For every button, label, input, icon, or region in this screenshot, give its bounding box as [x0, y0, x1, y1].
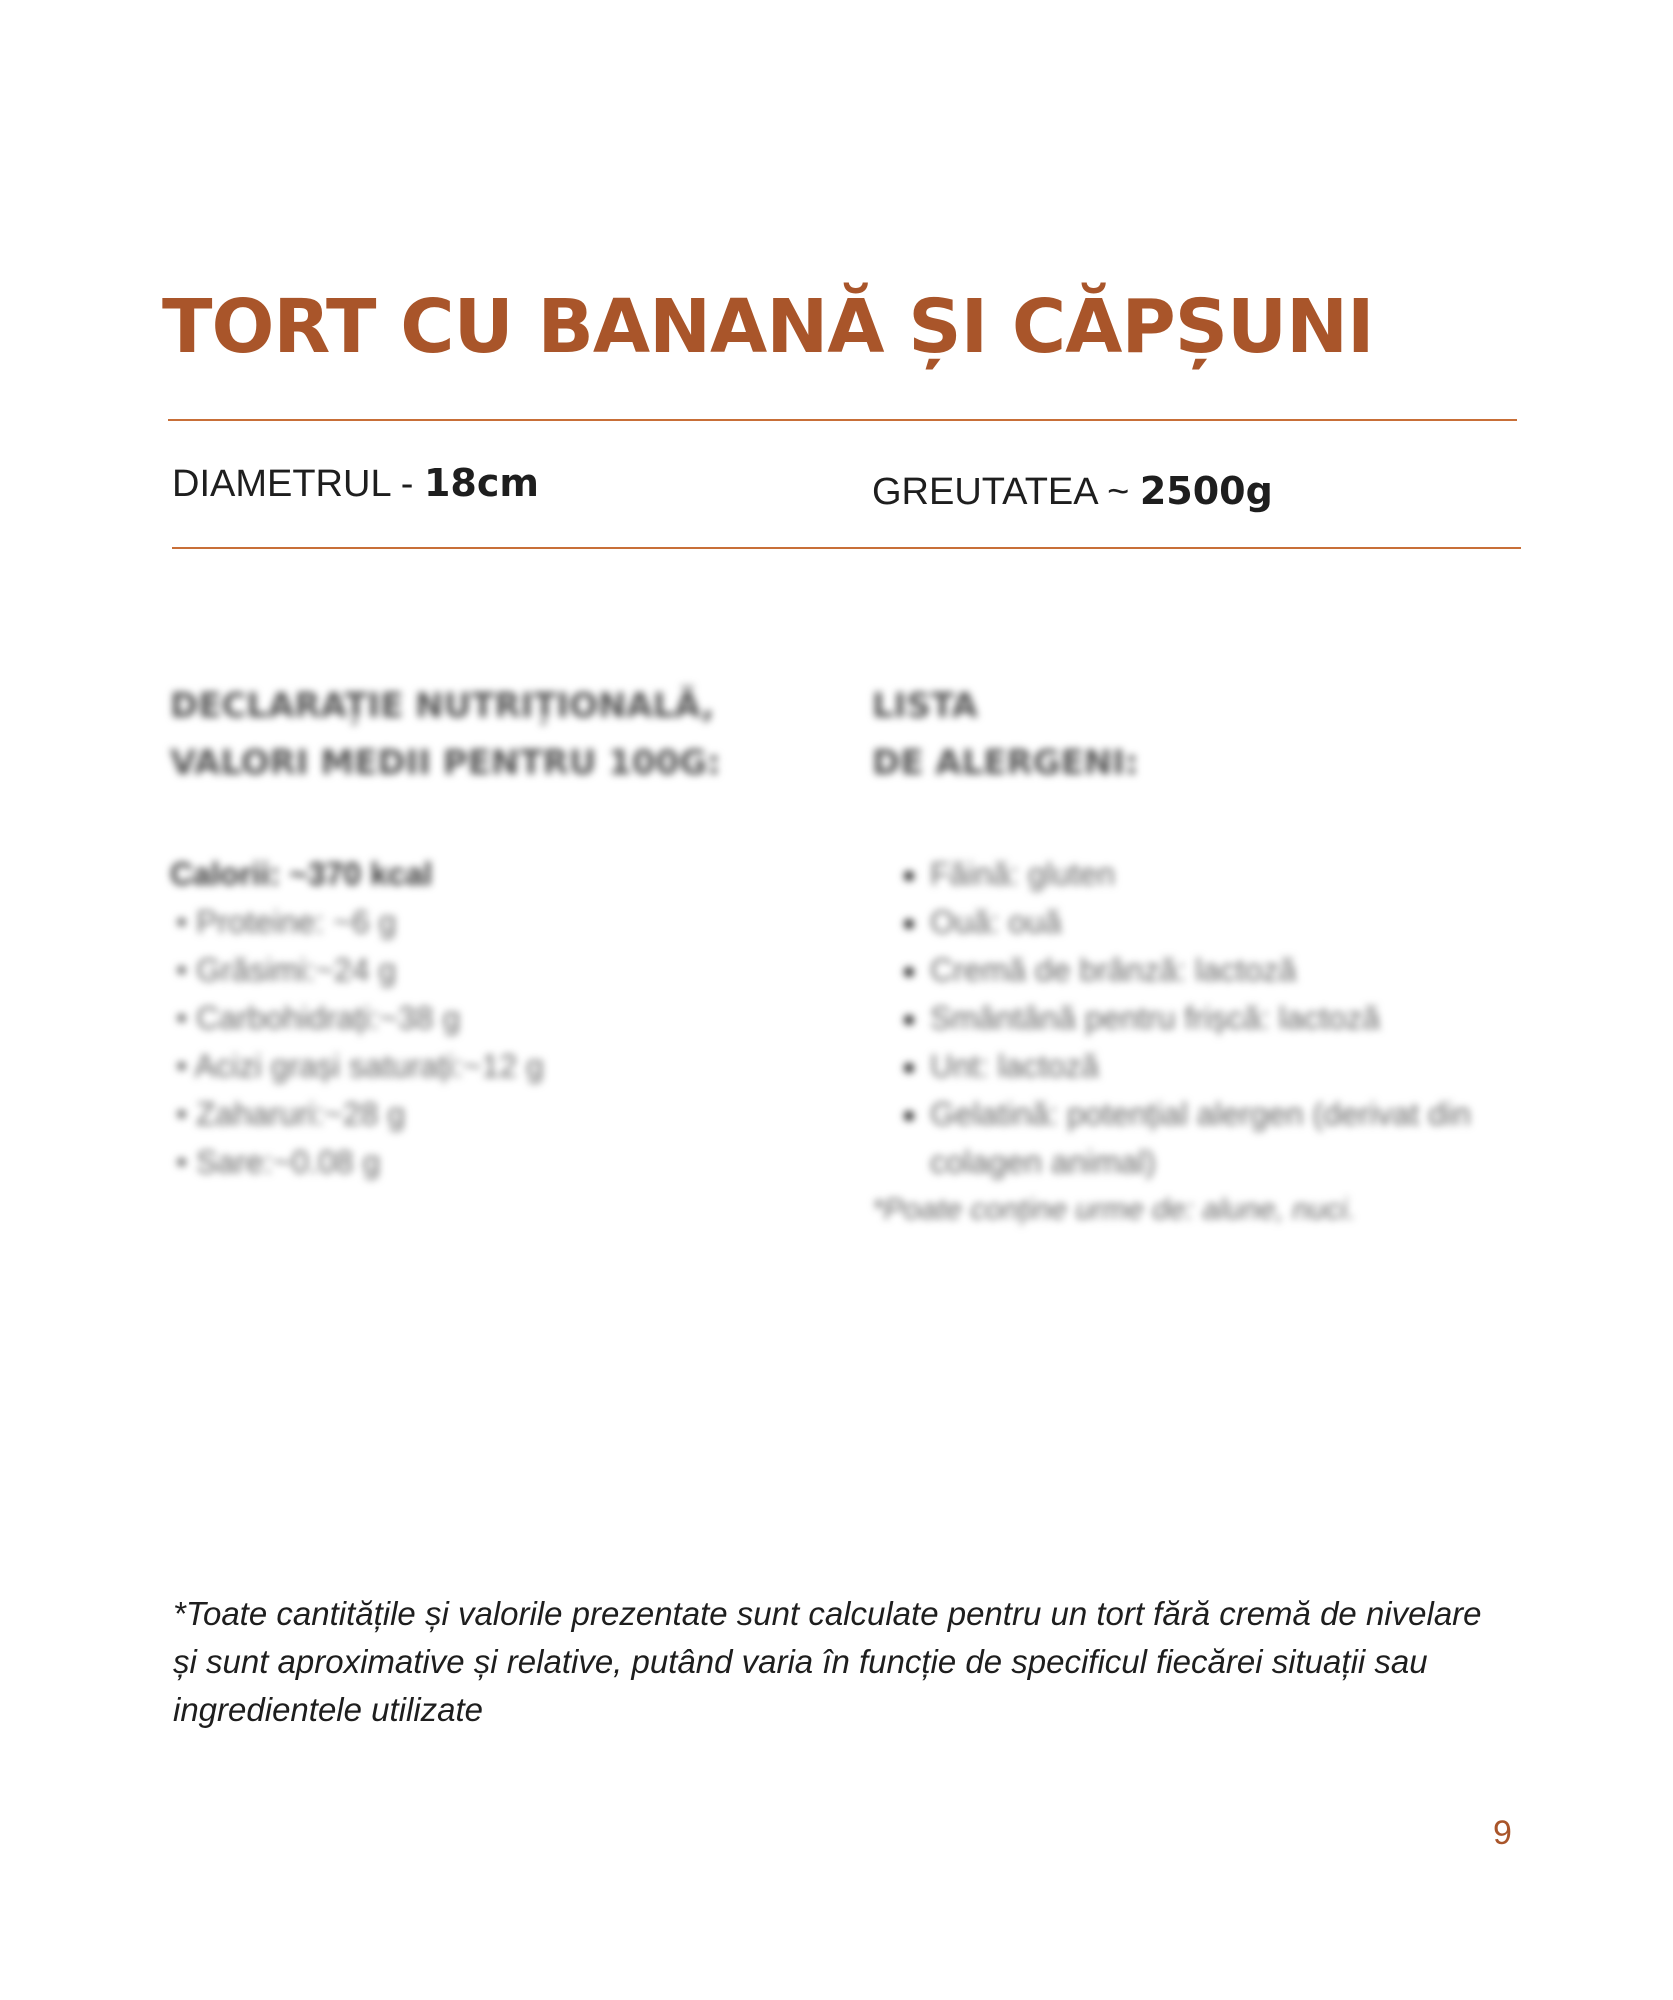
- allergen-item-gelatin: • Gelatină: potențial alergen (derivat din colagen animal): [930, 1090, 1572, 1186]
- nutrition-section: [170, 678, 810, 1186]
- weight-value: 2500g: [1139, 469, 1273, 513]
- diameter-label: DIAMETRUL -: [172, 463, 424, 505]
- footnote: *Toate cantitățile și valorile prezentate sunt calculate pentru un tort fără cremă de nivelare și sunt aproximative și relative, putând varia în funcție de specificul fiecărei situații sau ingredientele utilizate: [173, 1595, 1482, 1728]
- allergen-item-flour: • Făină: gluten: [930, 850, 1572, 898]
- allergens-section: [872, 678, 1572, 1234]
- allergens-heading-line1: LISTA: [872, 686, 978, 726]
- weight-spec: [872, 469, 1273, 513]
- allergen-item-butter: • Unt: lactoză: [930, 1042, 1572, 1090]
- nutrition-heading: [170, 678, 810, 792]
- allergen-item-cream-cheese: • Cremă de brânză: lactoză: [930, 946, 1572, 994]
- allergen-item-eggs: • Ouă: ouă: [930, 898, 1572, 946]
- nutrition-item-saturated-fat: • Acizi grași saturați:~12 g: [176, 1048, 544, 1084]
- page-number: 9: [1493, 1814, 1512, 1852]
- nutrition-item-salt: • Sare:~0.08 g: [176, 1144, 381, 1180]
- nutrition-item-sugars: • Zaharuri:~28 g: [176, 1096, 406, 1132]
- nutrition-list: [170, 850, 810, 1186]
- diameter-value: 18cm: [423, 461, 539, 505]
- diameter-spec: [172, 461, 539, 505]
- allergen-item-whipping-cream: • Smântână pentru frișcă: lactoză: [930, 994, 1572, 1042]
- nutrition-heading-line1: DECLARAȚIE NUTRIȚIONALĂ,: [170, 686, 715, 726]
- weight-label: GREUTATEA ~: [872, 471, 1140, 513]
- page-title: TORT CU BANANĂ ȘI CĂPȘUNI: [162, 284, 1374, 370]
- divider-bottom: [172, 547, 1521, 549]
- allergens-heading: [872, 678, 1572, 792]
- nutrition-item-fat: • Grăsimi:~24 g: [176, 952, 397, 988]
- allergen-list: [872, 850, 1572, 1186]
- nutrition-item-carbs: • Carbohidrați:~38 g: [176, 1000, 461, 1036]
- nutrition-item-protein: • Proteine: ~6 g: [176, 904, 397, 940]
- nutrition-calories: Calorii: ~370 kcal: [170, 856, 433, 892]
- nutrition-heading-line2: VALORI MEDII PENTRU 100G:: [170, 743, 721, 783]
- allergen-trace-note: *Poate conține urme de: alune, nuci.: [872, 1193, 1356, 1226]
- allergens-heading-line2: DE ALERGENI:: [872, 743, 1139, 783]
- divider-top: [168, 419, 1517, 421]
